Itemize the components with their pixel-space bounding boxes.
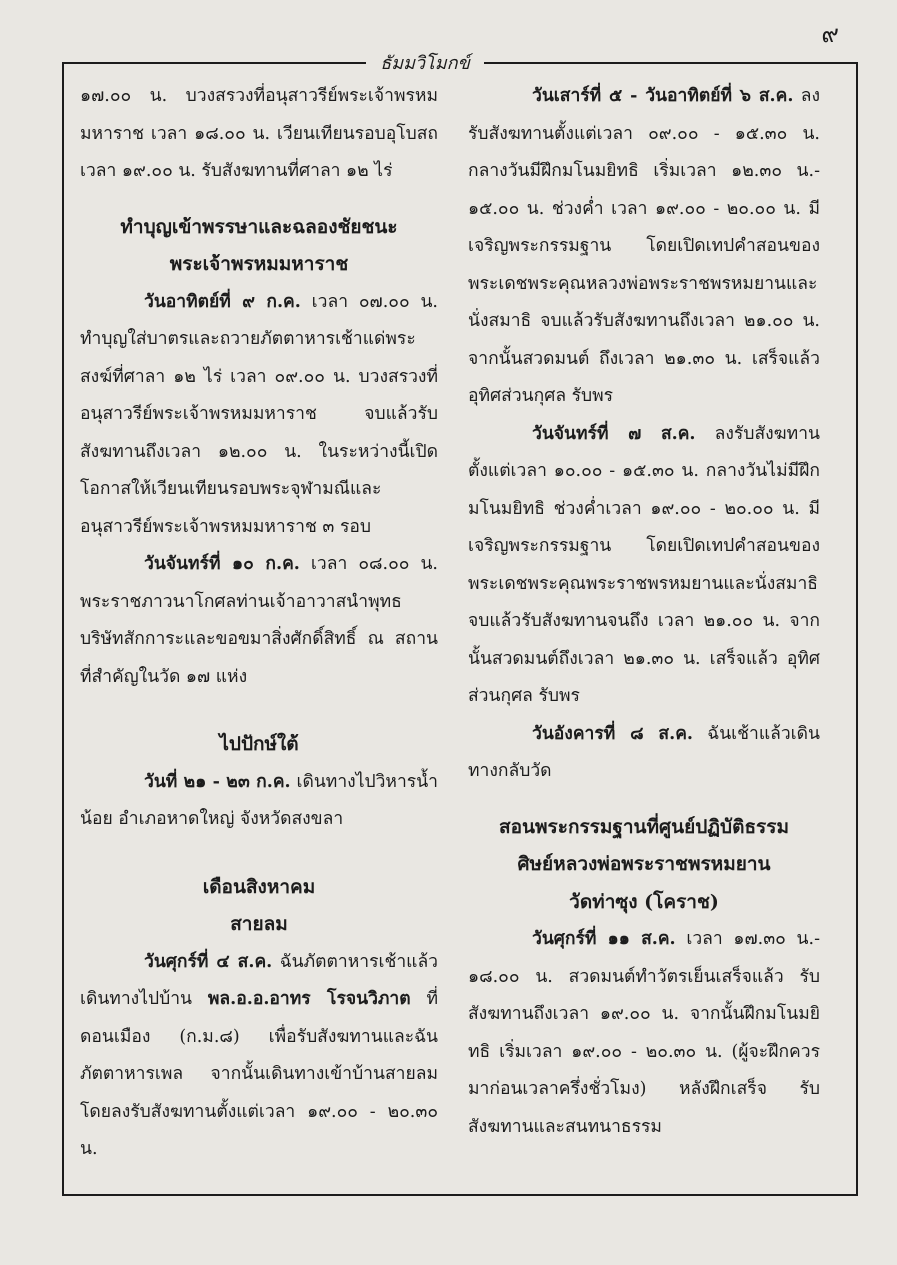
left-column xyxy=(80,78,438,1169)
paragraph-july-10 xyxy=(80,546,438,696)
paragraph-aug-5-6 xyxy=(468,78,820,416)
heading-august: เดือนสิงหาคม xyxy=(202,875,316,898)
paragraph-aug-8 xyxy=(468,716,820,791)
paragraph-text: ลงรับสังฆทานตั้งแต่เวลา ๐๙.๐๐ - ๑๕.๓๐ น. กลางวันมีฝึกมโนมยิทธิ เริ่มเวลา ๑๒.๓๐ น.- ๑๕.๐๐ น. ช่วงค่ำ เวลา ๑๙.๐๐ - ๒๐.๐๐ น. มีเจริญพระกรรมฐาน โดยเปิดเทปคำสอนของพระเดชพระคุณหลวงพ่อพระราชพรหมยานและนั่งสมาธิ จบแล้วรับสังฆทานถึงเวลา ๒๑.๐๐ น. จากนั้นสวดมนต์ ถึงเวลา ๒๑.๓๐ น. เสร็จแล้ว อุทิศส่วนกุศล รับพร xyxy=(468,86,820,406)
spacer xyxy=(80,839,438,869)
spacer xyxy=(468,791,820,809)
paragraph-july-9 xyxy=(80,284,438,547)
paragraph-continuation: ๑๗.๐๐ น. บวงสรวงที่อนุสาวรีย์พระเจ้าพรหมมหาราช เวลา ๑๘.๐๐ น. เวียนเทียนรอบอุโบสถ เวลา ๑๙.๐๐ น. รับสังฆทานที่ศาลา ๑๒ ไร่ xyxy=(80,86,438,181)
heading-merit-line1: ทำบุญเข้าพรรษาและฉลองชัยชนะ xyxy=(120,215,398,238)
date-lead: วันจันทร์ที่ ๑๐ ก.ค. xyxy=(144,554,300,574)
header-title: ธัมมวิโมกข์ xyxy=(380,53,470,74)
paragraph-aug-11 xyxy=(468,921,820,1146)
paragraph-text: ลงรับสังฆทานตั้งแต่เวลา ๑๐.๐๐ - ๑๕.๓๐ น. กลางวันไม่มีฝึกมโนมยิทธิ ช่วงค่ำเวลา ๑๙.๐๐ - ๒๐.๐๐ น. มีเจริญพระกรรมฐาน โดยเปิดเทปคำสอนของพระเดชพระคุณพระราชพรหมยานและนั่งสมาธิ จบแล้วรับสังฆทานจนถึง เวลา ๒๑.๐๐ น. จากนั้นสวดมนต์ถึงเวลา ๒๑.๓๐ น. เสร็จแล้ว อุทิศส่วนกุศล รับพร xyxy=(468,423,820,706)
heading-merit-line2: พระเจ้าพรหมมหาราช xyxy=(169,253,349,275)
heading-center-line1: สอนพระกรรมฐานที่ศูนย์ปฏิบัติธรรม xyxy=(499,815,789,838)
paragraph-text: เวลา ๐๘.๐๐ น. พระราชภาวนาโกศลท่านเจ้าอาวาสนำพุทธบริษัทสักการะและขอขมาสิ่งศักดิ์สิทธิ์ ณ สถานที่สำคัญในวัด ๑๗ แห่ง xyxy=(80,554,438,687)
paragraph-text: เดินทางไปวิหารน้ำน้อย อำเภอหาดใหญ่ จังหวัดสงขลา xyxy=(80,771,438,829)
heading-center-line2: ศิษย์หลวงพ่อพระราชพรหมยาน xyxy=(517,853,771,875)
page-number: ๙ xyxy=(821,20,839,48)
paragraph-aug-7 xyxy=(468,416,820,716)
paragraph-aug-4 xyxy=(80,944,438,1169)
date-lead: วันจันทร์ที่ ๗ ส.ค. xyxy=(532,423,696,444)
right-column xyxy=(468,78,820,1146)
date-lead: วันที่ ๒๑ - ๒๓ ก.ค. xyxy=(144,771,291,792)
paragraph-text: เวลา ๑๗.๓๐ น.- ๑๘.๐๐ น. สวดมนต์ทำวัตรเย็นเสร็จแล้ว รับสังฆทานถึงเวลา ๑๙.๐๐ น. จากนั้นฝึกมโนมยิทธิ เริ่มเวลา ๑๙.๐๐ - ๒๐.๓๐ น. (ผู้จะฝึกควรมาก่อนเวลาครึ่งชั่วโมง) หลังฝึกเสร็จ รับสังฆทานและสนทนาธรรม xyxy=(468,929,820,1137)
heading-south: ไปปักษ์ใต้ xyxy=(219,733,299,755)
date-lead: วันศุกร์ที่ ๑๑ ส.ค. xyxy=(532,929,676,949)
person-name: พล.อ.อ.อาทร โรจนวิภาต xyxy=(207,989,411,1009)
paragraph-july-21 xyxy=(80,764,438,839)
heading-saylom: สายลม xyxy=(230,913,288,935)
paragraph-text: เวลา ๐๗.๐๐ น. ทำบุญใส่บาตรและถวายภัตตาหารเช้าแด่พระสงฆ์ที่ศาลา ๑๒ ไร่ เวลา ๐๙.๐๐ น. บวงสรวงที่อนุสาวรีย์พระเจ้าพรหมมหาราช จบแล้วรับสังฆทานถึงเวลา ๑๒.๐๐ น. ในระหว่างนี้เปิดโอกาสให้เวียนเทียนรอบพระจุฬามณีและอนุสาวรีย์พระเจ้าพรหมมหาราช ๓ รอบ xyxy=(80,291,438,537)
date-lead: วันศุกร์ที่ ๔ ส.ค. xyxy=(144,951,273,972)
paragraph-text: ที่ดอนเมือง (ก.ม.๘) เพื่อรับสังฆทานและฉันภัตตาหารเพล จากนั้นเดินทางเข้าบ้านสายลม โดยลงรับสังฆทานตั้งแต่เวลา ๑๙.๐๐ - ๒๐.๓๐ น. xyxy=(80,989,438,1159)
paragraph-text: ฉันภัตตาหารเช้าแล้ว เดินทางไปบ้าน xyxy=(80,951,438,1009)
date-lead: วันเสาร์ที่ ๕ - วันอาทิตย์ที่ ๖ ส.ค. xyxy=(532,86,794,106)
date-lead: วันอาทิตย์ที่ ๙ ก.ค. xyxy=(144,291,301,312)
paragraph-text: ฉันเช้าแล้วเดินทางกลับวัด xyxy=(468,723,820,781)
spacer xyxy=(80,696,438,726)
date-lead: วันอังคารที่ ๘ ส.ค. xyxy=(532,723,693,744)
heading-center-line3: วัดท่าซุง (โคราช) xyxy=(569,890,719,913)
